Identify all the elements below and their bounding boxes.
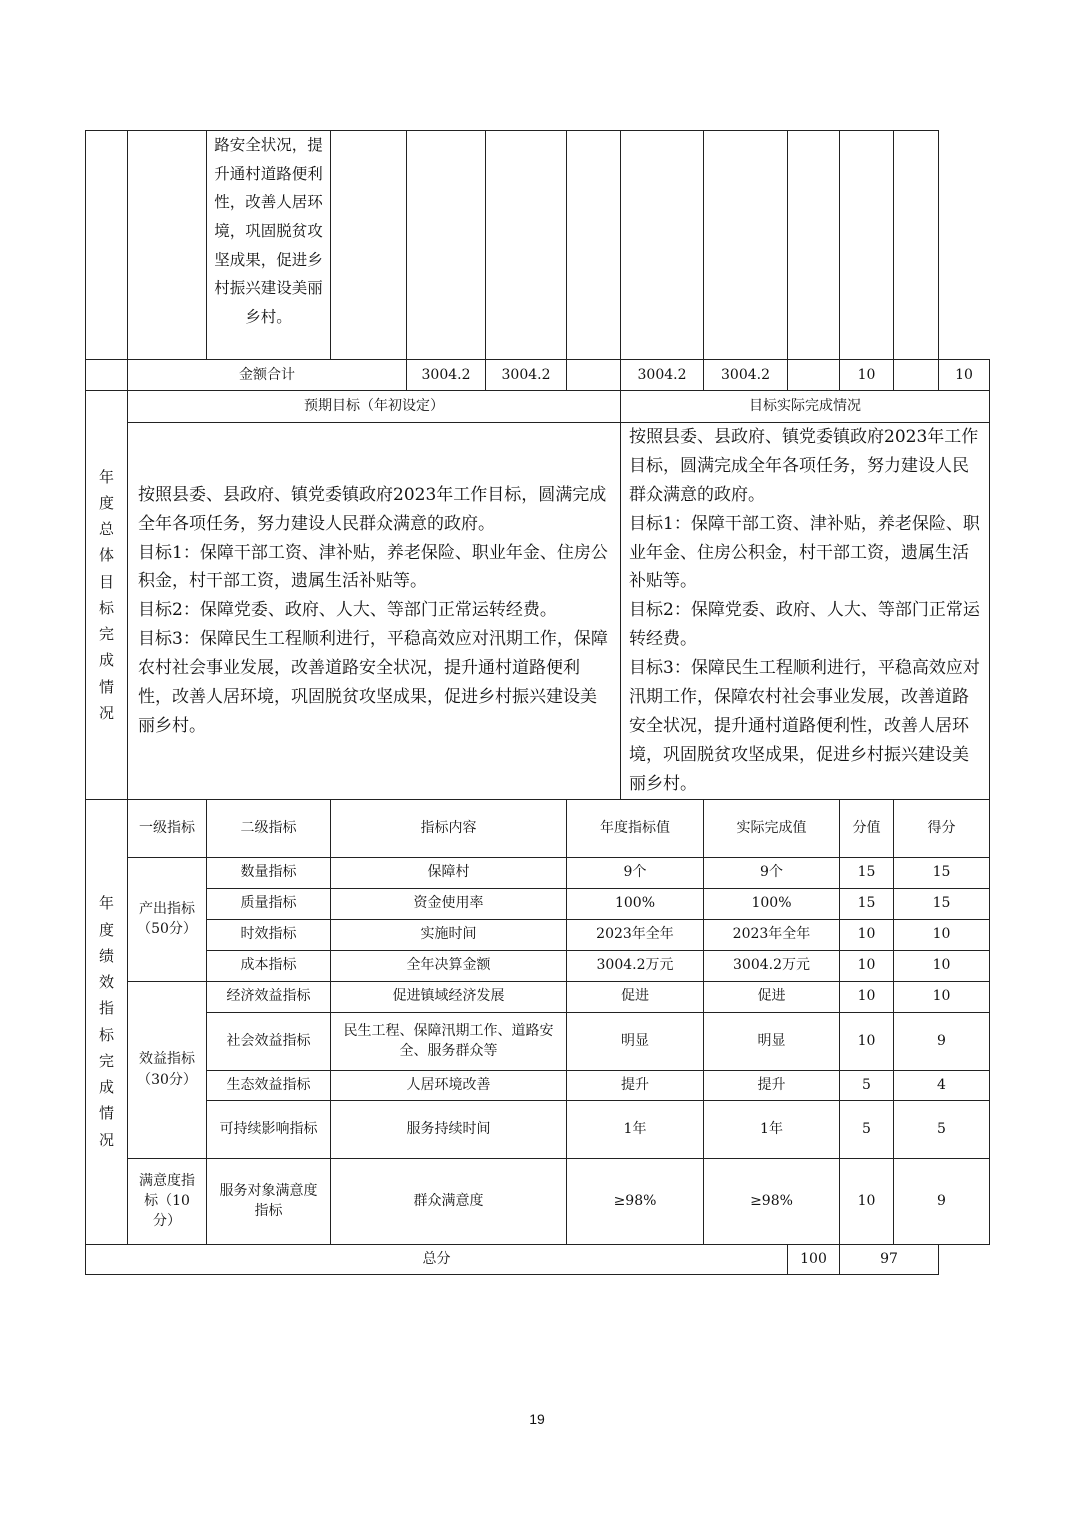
header-content: 指标内容: [331, 799, 567, 857]
table-row: 满意度指标（10分） 服务对象满意度指标 群众满意度 ≥98% ≥98% 10 9: [86, 1158, 990, 1244]
group-output-label: 产出指标（50分）: [128, 857, 207, 981]
actual-goal-text: 按照县委、县政府、镇党委镇政府2023年工作目标，圆满完成全年各项任务，努力建设人民群众满意的政府。 目标1：保障干部工资、津补贴，养老保险、职业年金、住房公积金，村干部工资，遗属生活补贴等。 目标2：保障党委、政府、人大、等部门正常运转经费。 目标3：保障民生工程顺利进行，平稳高效应对汛期工作，保障农村社会事业发展，改善道路安全状况，提升通村道路便利性，改善人居环境，巩固脱贫攻坚成果，促进乡村振兴建设美丽乡村。: [621, 423, 990, 800]
total-score: 97: [840, 1244, 939, 1274]
table-row: 可持续影响指标 服务持续时间 1年 1年 5 5: [86, 1100, 990, 1158]
overall-goal-header-row: [86, 391, 990, 423]
budget-continuation-text: 路安全状况，提升通村道路便利性，改善人居环境，巩固脱贫攻坚成果，促进乡村振兴建设美丽乡村。: [207, 131, 331, 360]
page-number: 19: [529, 1411, 545, 1427]
table-row: 时效指标 实施时间 2023年全年 2023年全年 10 10: [86, 919, 990, 950]
performance-section-label: 年 度 绩 效 指 标 完 成 情 况: [86, 799, 128, 1244]
table-row: 社会效益指标 民生工程、保障汛期工作、道路安全、服务群众等 明显 明显 10 9: [86, 1012, 990, 1070]
header-score: 得分: [894, 799, 990, 857]
header-level2: 二级指标: [207, 799, 331, 857]
expected-goal-header: 预期目标（年初设定）: [128, 391, 621, 423]
table-row: 质量指标 资金使用率 100% 100% 15 15: [86, 888, 990, 919]
budget-adjusted: 3004.2: [486, 360, 567, 391]
budget-total-row: [86, 360, 990, 391]
budget-final: 3004.2: [704, 360, 788, 391]
overall-goal-section-label: 年 度 总 体 目 标 完 成 情 况: [86, 391, 128, 800]
total-score-label: 总分: [86, 1244, 788, 1274]
expected-goal-text: 按照县委、县政府、镇党委镇政府2023年工作目标，圆满完成全年各项任务，努力建设人民群众满意的政府。 目标1：保障干部工资、津补贴，养老保险、职业年金、住房公积金，村干部工资，遗属生活补贴等。 目标2：保障党委、政府、人大、等部门正常运转经费。 目标3：保障民生工程顺利进行，平稳高效应对汛期工作，保障农村社会事业发展，改善道路安全状况，提升通村道路便利性，改善人居环境，巩固脱贫攻坚成果，促进乡村振兴建设美丽乡村。: [128, 423, 621, 800]
table-row: 成本指标 全年决算金额 3004.2万元 3004.2万元 10 10: [86, 950, 990, 981]
header-level1: 一级指标: [128, 799, 207, 857]
group-benefit-label: 效益指标（30分）: [128, 981, 207, 1158]
budget-total-label: 金额合计: [128, 360, 407, 391]
header-actual: 实际完成值: [704, 799, 840, 857]
performance-header-row: [86, 799, 990, 857]
budget-executed: 3004.2: [621, 360, 704, 391]
table-row: 生态效益指标 人居环境改善 提升 提升 5 4: [86, 1070, 990, 1100]
table-row: 效益指标（30分） 经济效益指标 促进镇域经济发展 促进 促进 10 10: [86, 981, 990, 1012]
table-row: 产出指标（50分） 数量指标 保障村 9个 9个 15 15: [86, 857, 990, 888]
budget-annual: 3004.2: [407, 360, 486, 391]
total-weight: 100: [788, 1244, 840, 1274]
actual-goal-header: 目标实际完成情况: [621, 391, 990, 423]
performance-report-table: [85, 130, 990, 1275]
budget-weight: 10: [840, 360, 894, 391]
budget-continuation-row: [86, 131, 990, 360]
overall-goal-content-row: [86, 423, 990, 800]
budget-score: 10: [939, 360, 990, 391]
group-satisfaction-label: 满意度指标（10分）: [128, 1158, 207, 1244]
header-target: 年度指标值: [567, 799, 704, 857]
total-score-row: [86, 1244, 990, 1274]
header-weight: 分值: [840, 799, 894, 857]
